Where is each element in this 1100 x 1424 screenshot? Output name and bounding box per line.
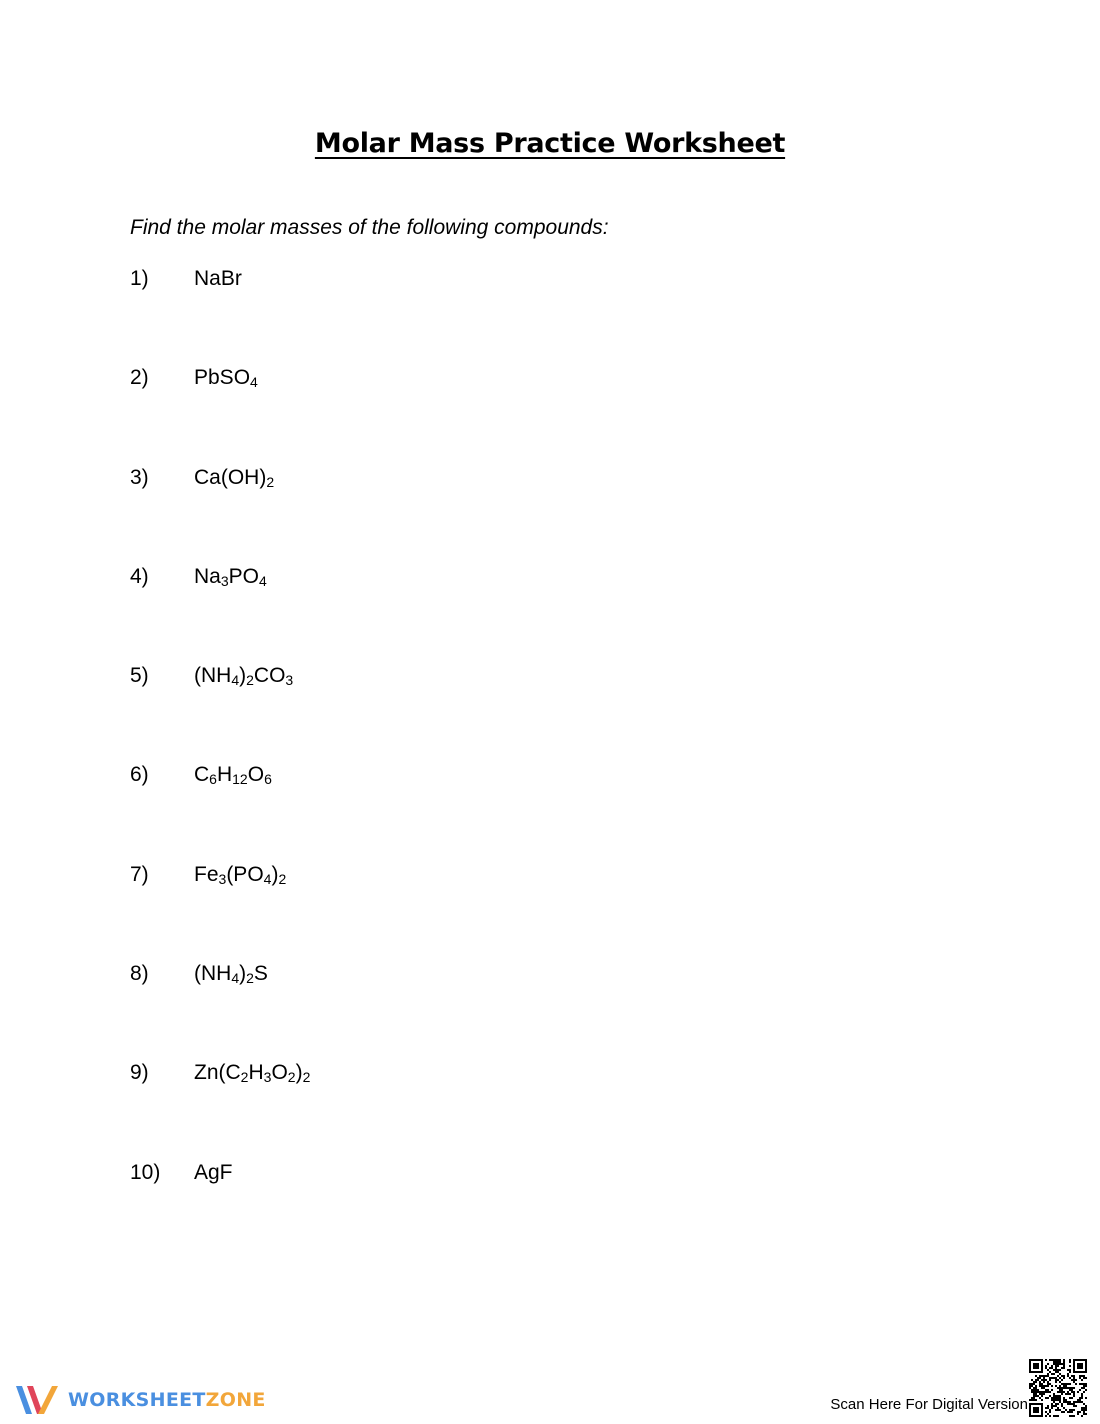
problem-number: 2) xyxy=(130,366,149,390)
worksheetzone-logo xyxy=(14,1382,266,1418)
formula-subscript: 4 xyxy=(231,970,240,987)
formula-text: PbSO xyxy=(194,366,251,390)
compound-formula xyxy=(194,760,272,790)
formula-text: (PO xyxy=(226,862,264,886)
formula-text: AgF xyxy=(194,1160,233,1184)
scan-label: Scan Here For Digital Version xyxy=(830,1396,1028,1413)
formula-text: O xyxy=(271,1061,288,1085)
problem-number: 3) xyxy=(130,465,149,489)
compound-formula xyxy=(194,264,242,294)
formula-subscript: 6 xyxy=(264,771,272,788)
problem-number: 1) xyxy=(130,267,149,290)
qr-code-icon[interactable] xyxy=(1029,1359,1087,1417)
worksheetzone-logo-icon xyxy=(14,1382,62,1418)
formula-text: (NH xyxy=(194,664,232,688)
formula-text: Zn(C xyxy=(194,1061,241,1085)
formula-text: O xyxy=(247,763,265,787)
formula-text: PO xyxy=(228,564,259,588)
compound-formula xyxy=(194,1158,233,1188)
compound-formula xyxy=(194,860,286,890)
page-title xyxy=(0,128,1100,159)
formula-subscript: 12 xyxy=(232,771,248,788)
problem-number: 4) xyxy=(130,564,149,588)
formula-subscript: 2 xyxy=(246,672,254,689)
formula-subscript: 4 xyxy=(259,572,267,589)
instructions-text: Find the molar masses of the following compounds: xyxy=(130,216,609,239)
formula-subscript: 3 xyxy=(285,672,294,689)
formula-subscript: 2 xyxy=(240,1069,249,1086)
formula-text: Na xyxy=(194,564,221,588)
formula-subscript: 4 xyxy=(231,672,240,689)
compound-formula xyxy=(194,959,268,989)
compound-formula xyxy=(194,463,274,493)
problem-number: 9) xyxy=(130,1061,149,1085)
formula-text: C xyxy=(194,763,210,787)
formula-subscript: 2 xyxy=(278,870,287,887)
problem-number: 10) xyxy=(130,1160,161,1184)
formula-text: ) xyxy=(239,962,247,986)
formula-subscript: 2 xyxy=(287,1069,296,1086)
formula-subscript: 3 xyxy=(220,572,229,589)
compound-formula xyxy=(194,1058,310,1088)
formula-subscript: 4 xyxy=(263,870,272,887)
formula-subscript: 6 xyxy=(209,771,217,788)
formula-text: CO xyxy=(253,664,286,688)
compound-formula xyxy=(194,661,293,691)
problem-number: 8) xyxy=(130,962,149,986)
formula-subscript: 2 xyxy=(246,970,254,987)
formula-text: ) xyxy=(271,862,279,886)
formula-subscript: 2 xyxy=(302,1069,311,1086)
problem-number: 7) xyxy=(130,862,149,886)
formula-subscript: 3 xyxy=(263,1069,272,1086)
compound-formula xyxy=(194,363,258,393)
formula-subscript: 2 xyxy=(266,473,275,490)
formula-text: ) xyxy=(239,664,247,688)
formula-text: (NH xyxy=(194,962,232,986)
formula-text: H xyxy=(216,763,233,787)
formula-text: Ca(OH) xyxy=(194,465,267,489)
formula-text: S xyxy=(253,962,268,986)
formula-text: ) xyxy=(295,1061,303,1085)
formula-text: NaBr xyxy=(194,267,242,290)
compound-formula xyxy=(194,562,267,592)
problem-number: 6) xyxy=(130,763,149,787)
logo-word-zone: ZONE xyxy=(205,1389,266,1411)
page-title-text: Molar Mass Practice Worksheet xyxy=(314,128,786,159)
logo-wordmark xyxy=(68,1389,266,1411)
formula-subscript: 4 xyxy=(250,374,258,391)
formula-text: Fe xyxy=(194,862,219,886)
logo-word-worksheet: WORKSHEET xyxy=(68,1389,206,1411)
formula-subscript: 3 xyxy=(218,870,227,887)
formula-text: H xyxy=(248,1061,264,1085)
problem-number: 5) xyxy=(130,664,149,688)
